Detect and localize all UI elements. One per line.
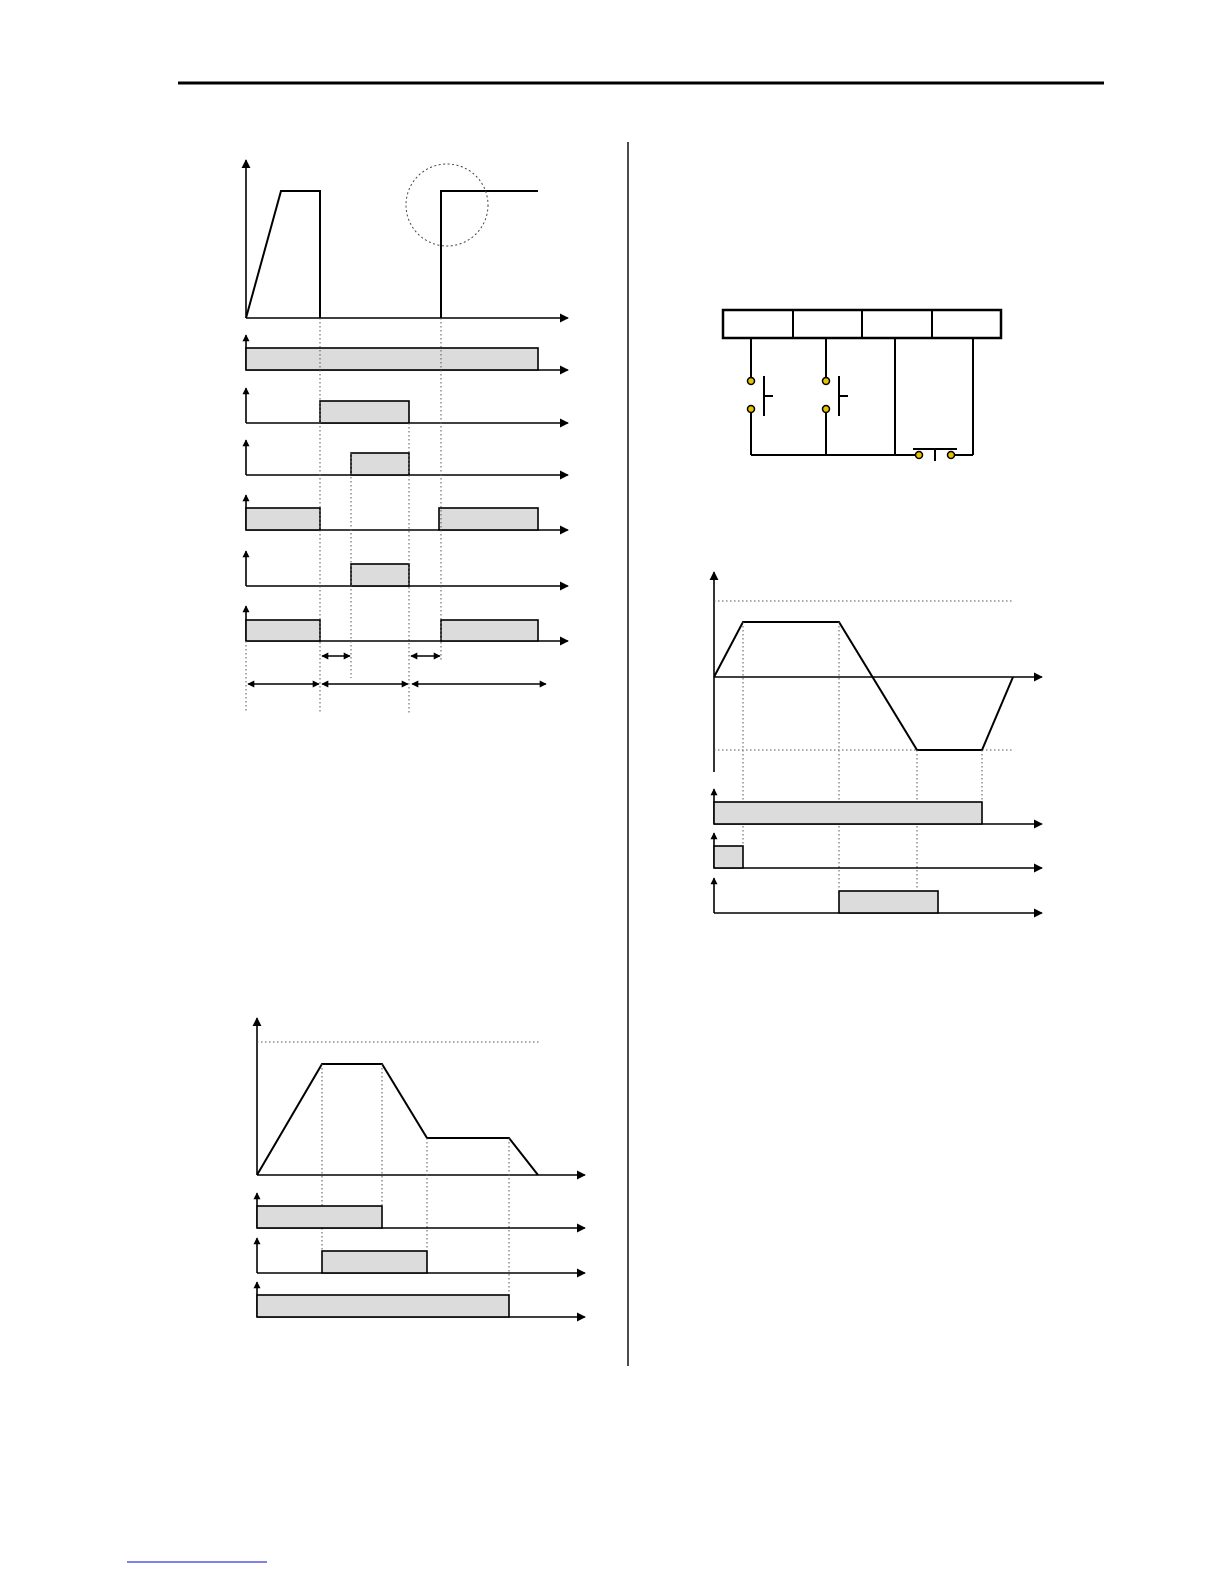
speed-profile-fwd-rev [714,622,1013,750]
pushbutton-switch-1 [748,376,774,416]
signal-row-2 [246,388,568,423]
highlight-circle [406,164,488,246]
signal-row-3 [257,1282,585,1317]
signal-row-3 [714,878,1042,913]
signal-row-5 [246,551,568,586]
signal-row-4 [246,495,568,530]
signal-row-2 [714,833,1042,868]
timing-diagram-d [714,572,1042,913]
pushbutton-switch-3 [913,449,957,461]
signal-row-2 [257,1238,585,1273]
signal-row-1 [246,335,568,370]
frequency-curve [246,191,320,318]
pushbutton-switch-2 [823,376,849,416]
signal-row-1 [257,1193,585,1228]
timing-diagram-b [257,1018,585,1317]
signal-row-6 [246,606,568,641]
timing-diagram-a [246,160,568,713]
signal-row-3 [246,440,568,475]
terminal-wiring-diagram [723,310,1001,461]
speed-profile [257,1064,538,1175]
frequency-curve-restart [441,191,538,318]
signal-row-1 [714,789,1042,824]
